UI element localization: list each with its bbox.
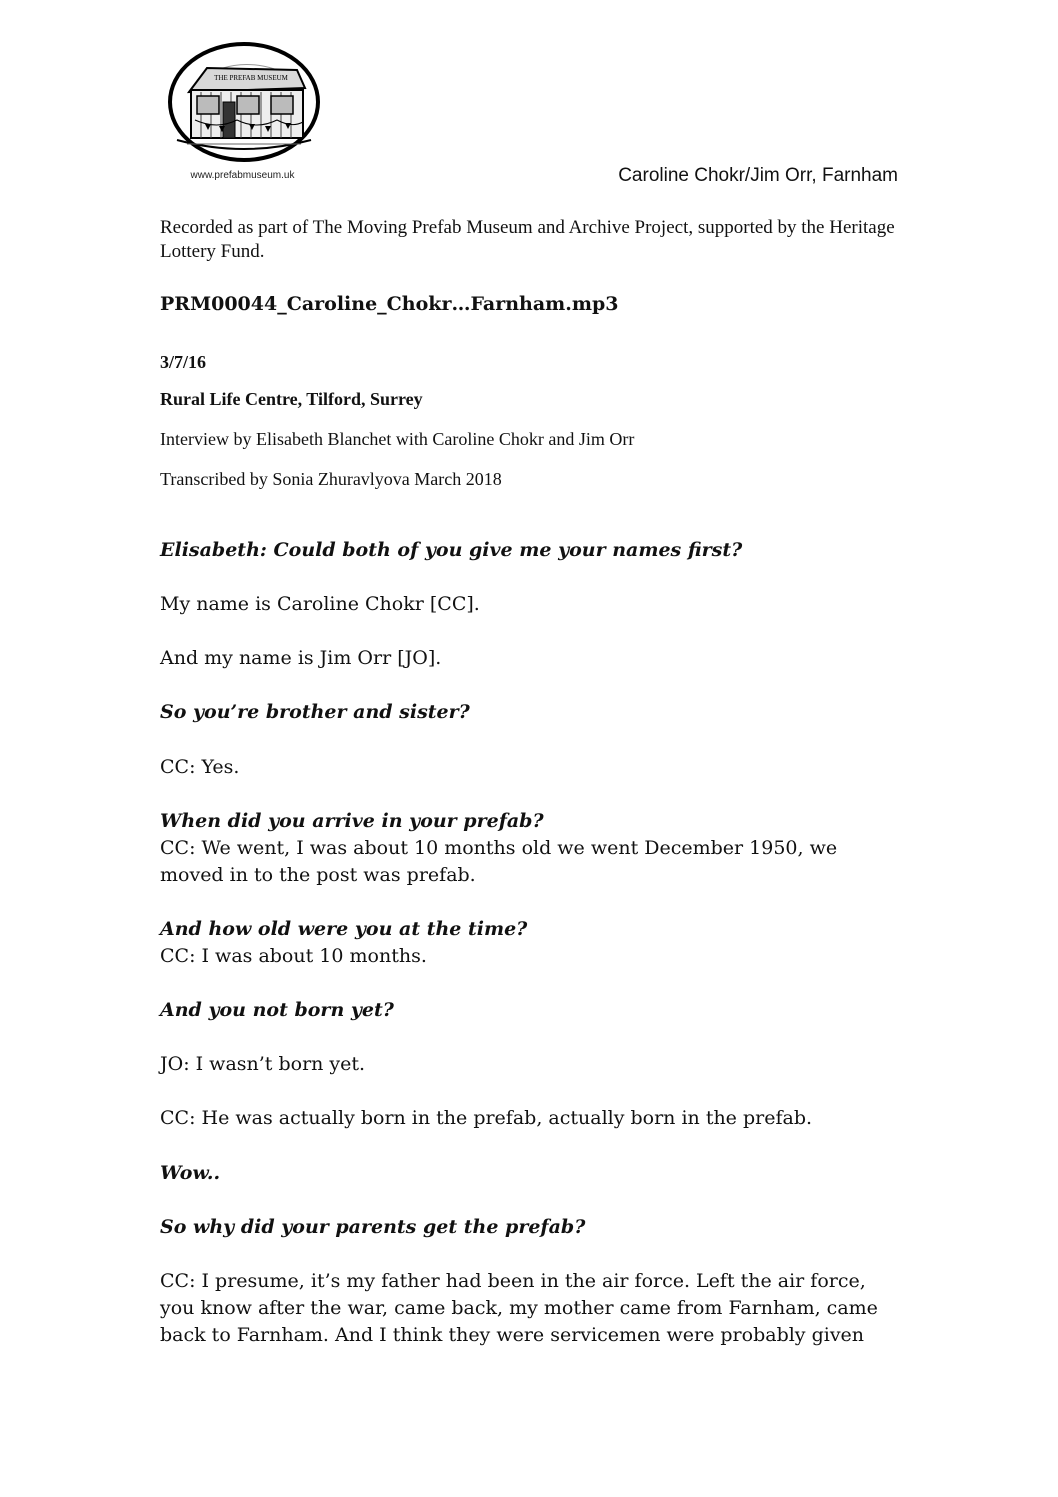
transcription-credit: Transcribed by Sonia Zhuravlyova March 2018 bbox=[160, 469, 502, 489]
question-why-prefab: So why did your parents get the prefab? bbox=[160, 1216, 586, 1238]
answer-age: CC: I was about 10 months. bbox=[160, 945, 427, 967]
answer-jo-name: And my name is Jim Orr [JO]. bbox=[160, 647, 442, 669]
header-title: Caroline Chokr/Jim Orr, Farnham bbox=[618, 165, 898, 186]
prefab-house-icon bbox=[167, 40, 322, 165]
question-siblings: So you’re brother and sister? bbox=[160, 701, 470, 723]
logo-url: www.prefabmuseum.uk bbox=[190, 170, 295, 181]
answer-born-in-prefab: CC: He was actually born in the prefab, actually born in the prefab. bbox=[160, 1107, 813, 1129]
answer-why-prefab: CC: I presume, it’s my father had been in the air force. Left the air force, you know after the war, came back, my mother came from Farnham, came back to Farnham. And I think they were servicemen were probably given bbox=[160, 1270, 878, 1346]
interjection-wow: Wow.. bbox=[160, 1162, 221, 1184]
question-not-born: And you not born yet? bbox=[160, 999, 394, 1021]
recording-location: Rural Life Centre, Tilford, Surrey bbox=[160, 389, 423, 409]
answer-yes: CC: Yes. bbox=[160, 756, 240, 778]
question-arrival: When did you arrive in your prefab? bbox=[160, 810, 544, 832]
answer-not-born: JO: I wasn’t born yet. bbox=[160, 1053, 366, 1075]
question-names: Elisabeth: Could both of you give me your names first? bbox=[160, 539, 743, 561]
prefab-museum-logo bbox=[160, 40, 325, 185]
answer-arrival: CC: We went, I was about 10 months old we went December 1950, we moved in to the post was prefab. bbox=[160, 837, 838, 886]
recording-date: 3/7/16 bbox=[160, 352, 207, 372]
audio-filename: PRM00044_Caroline_Chokr…Farnham.mp3 bbox=[160, 293, 619, 315]
logo-sign-text: THE PREFAB MUSEUM bbox=[214, 74, 288, 82]
answer-cc-name: My name is Caroline Chokr [CC]. bbox=[160, 593, 480, 615]
question-age: And how old were you at the time? bbox=[160, 918, 528, 940]
intro-text: Recorded as part of The Moving Prefab Museum and Archive Project, supported by the Heritage Lottery Fund. bbox=[160, 217, 895, 262]
interview-credit: Interview by Elisabeth Blanchet with Caroline Chokr and Jim Orr bbox=[160, 429, 635, 449]
